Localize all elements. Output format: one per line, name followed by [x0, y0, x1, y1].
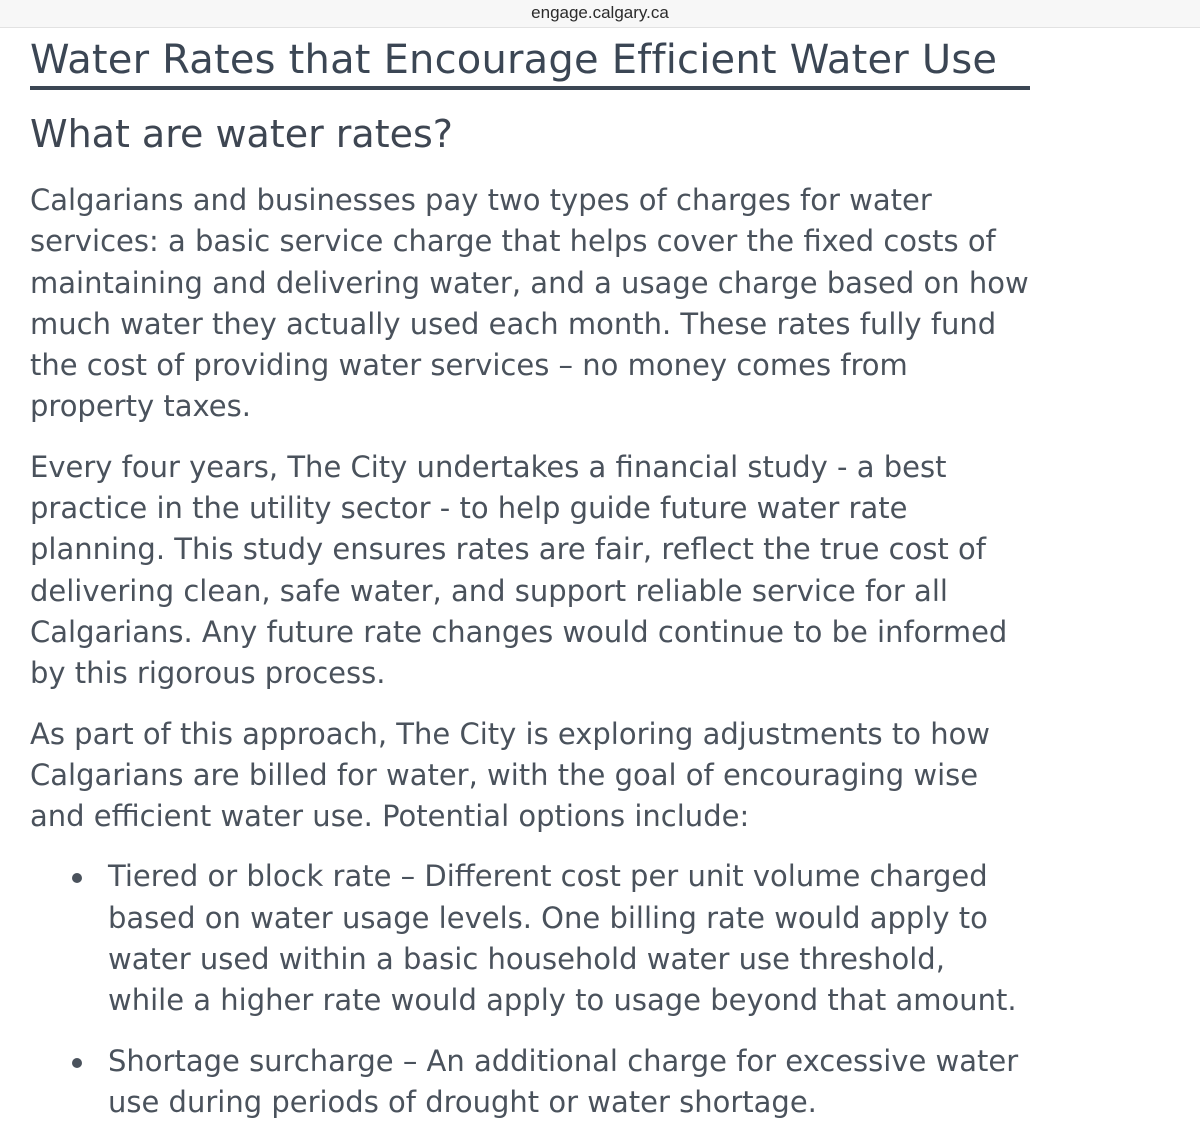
- page-content: [30, 32, 1030, 1123]
- options-list: [30, 856, 1030, 1123]
- list-item-text: Shortage surcharge – An additional charge for excessive water use during periods of drought or water shortage.: [108, 1043, 1019, 1119]
- bullet-icon: [72, 873, 82, 883]
- list-item: [30, 1041, 1030, 1124]
- list-item-text: Tiered or block rate – Different cost per unit volume charged based on water usage levels. One billing rate would apply to water used within a basic household water use threshold, while a higher rate would apply to usage beyond that amount.: [108, 859, 1017, 1018]
- paragraph-financial-study: Every four years, The City undertakes a financial study - a best practice in the utility sector - to help guide future water rate planning. This study ensures rates are fair, reflect the true cost of delivering clean, safe water, and support reliable service for all Calgarians. Any future rate changes would continue to be informed by this rigorous process.: [30, 449, 1008, 691]
- section-heading: What are water rates?: [30, 112, 453, 156]
- url-text[interactable]: engage.calgary.ca: [531, 3, 669, 22]
- browser-url-bar[interactable]: [0, 0, 1200, 28]
- paragraph-options-intro: As part of this approach, The City is exploring adjustments to how Calgarians are billed for water, with the goal of encouraging wise and efficient water use. Potential options include:: [30, 716, 991, 834]
- list-item: [30, 856, 1030, 1021]
- paragraph-charges: Calgarians and businesses pay two types of charges for water services: a basic service charge that helps cover the fixed costs of maintaining and delivering water, and a usage charge based on how much water they actually used each month. These rates fully fund the cost of providing water services – no money comes from property taxes.: [30, 183, 1029, 424]
- bullet-icon: [72, 1058, 82, 1068]
- page-title: Water Rates that Encourage Efficient Water Use: [30, 37, 998, 83]
